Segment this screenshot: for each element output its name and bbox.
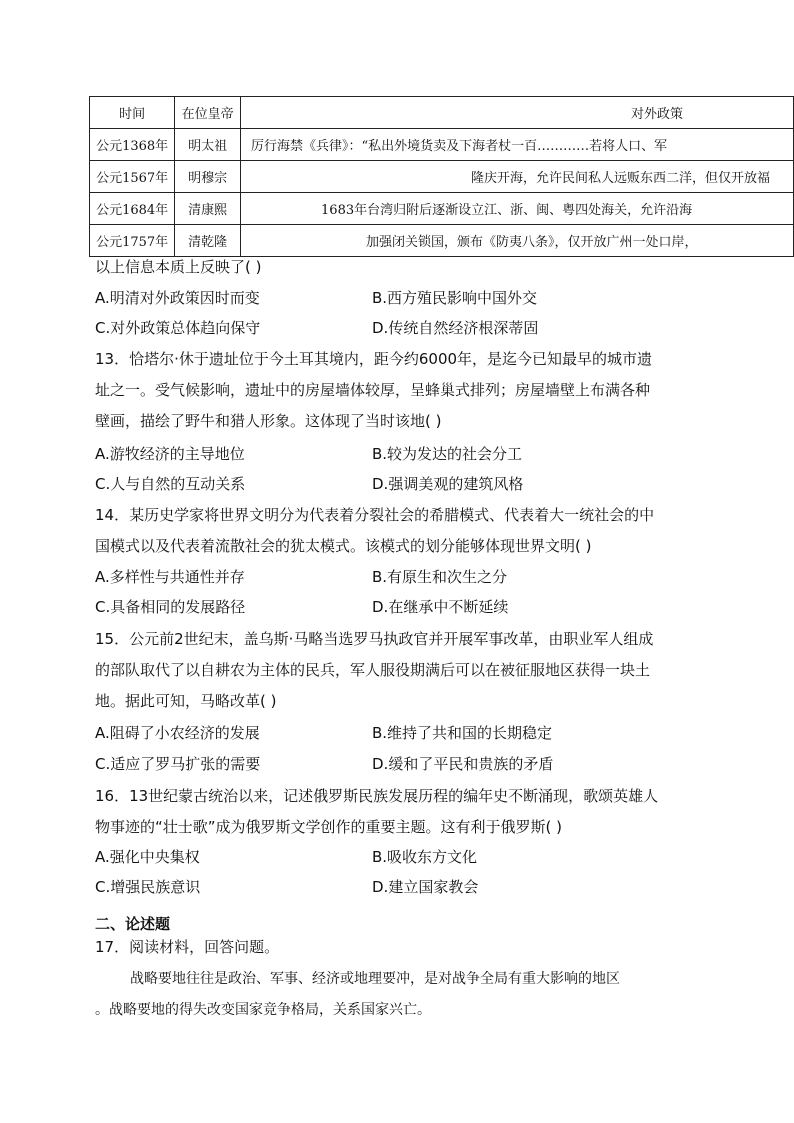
table-row [90,225,794,257]
cell-time: 公元1368年 [90,129,175,161]
q14-option-c: C.具备相同的发展路径 [95,598,246,616]
table-row [90,193,794,225]
q13-stem-line1: 13．恰塔尔·休于遗址位于今土耳其境内，距今约6000年，是迄今已知最早的城市遗 [95,350,653,368]
q12-option-d: D.传统自然经济根深蒂固 [372,319,539,337]
q13-option-b: B.较为发达的社会分工 [372,445,523,463]
cell-policy: 加强闭关锁国，颁布《防夷八条》，仅开放广州一处口岸， [241,225,794,257]
table-row [90,129,794,161]
header-policy: 对外政策 [241,97,794,129]
q15-option-c: C.适应了罗马扩张的需要 [95,755,261,773]
q16-option-c: C.增强民族意识 [95,878,201,896]
q15-stem-line2: 的部队取代了以自耕农为主体的民兵，军人服役期满后可以在被征服地区获得一块土 [95,661,651,679]
q14-option-d: D.在继承中不断延续 [372,598,509,616]
q16-option-a: A.强化中央集权 [95,848,200,866]
q12-option-c: C.对外政策总体趋向保守 [95,319,261,337]
cell-time: 公元1567年 [90,161,175,193]
q15-option-a: A.阻碍了小农经济的发展 [95,724,260,742]
foreign-policy-table [89,96,794,257]
q15-option-b: B.维持了共和国的长期稳定 [372,724,553,742]
q15-option-d: D.缓和了平民和贵族的矛盾 [372,755,554,773]
cell-policy: 隆庆开海，允许民间私人远贩东西二洋，但仅开放福 [241,161,794,193]
q17-material-line1: 战略要地往往是政治、军事、经济或地理要冲，是对战争全局有重大影响的地区 [130,971,620,987]
q16-option-b: B.吸收东方文化 [372,848,478,866]
cell-time: 公元1757年 [90,225,175,257]
cell-emperor: 清康熙 [175,193,241,225]
q12-option-b: B.西方殖民影响中国外交 [372,289,538,307]
q12-stem: 以上信息本质上反映了( ) [95,258,262,276]
q13-stem-line3: 壁画，描绘了野牛和猎人形象。这体现了当时该地( ) [95,412,442,430]
q13-option-d: D.强调美观的建筑风格 [372,475,524,493]
header-emperor: 在位皇帝 [175,97,241,129]
q17-material-line2: 。战略要地的得失改变国家竞争格局，关系国家兴亡。 [95,1002,431,1018]
cell-time: 公元1684年 [90,193,175,225]
cell-emperor: 明太祖 [175,129,241,161]
q16-stem-line1: 16．13世纪蒙古统治以来，记述俄罗斯民族发展历程的编年史不断涌现，歌颂英雄人 [95,787,659,805]
q14-stem-line1: 14．某历史学家将世界文明分为代表着分裂社会的希腊模式、代表着大一统社会的中 [95,506,655,524]
cell-emperor: 明穆宗 [175,161,241,193]
q13-option-c: C.人与自然的互动关系 [95,475,246,493]
q13-option-a: A.游牧经济的主导地位 [95,445,245,463]
cell-policy: 厉行海禁《兵律》：“私出外境货卖及下海者杖一百…………若将人口、军 [241,129,794,161]
q16-stem-line2: 物事迹的“壮士歌”成为俄罗斯文学创作的重要主题。这有利于俄罗斯( ) [95,818,563,836]
section-heading: 二、论述题 [95,915,171,933]
table-row [90,161,794,193]
q13-stem-line2: 址之一。受气候影响，遗址中的房屋墙体较厚，呈蜂巢式排列；房屋墙壁上布满各种 [95,381,651,399]
q16-option-d: D.建立国家教会 [372,878,479,896]
q14-option-b: B.有原生和次生之分 [372,568,508,586]
q12-option-a: A.明清对外政策因时而变 [95,289,260,307]
cell-policy: 1683年台湾归附后逐渐设立江、浙、闽、粤四处海关，允许沿海 [241,193,794,225]
q14-stem-line2: 国模式以及代表着流散社会的犹太模式。该模式的划分能够体现世界文明( ) [95,537,592,555]
q14-option-a: A.多样性与共通性并存 [95,568,245,586]
q15-stem-line1: 15．公元前2世纪末，盖乌斯·马略当选罗马执政官并开展军事改革，由职业军人组成 [95,630,654,648]
header-time: 时间 [90,97,175,129]
cell-emperor: 清乾隆 [175,225,241,257]
q17-stem: 17．阅读材料，回答问题。 [95,938,280,956]
q15-stem-line3: 地。据此可知，马略改革( ) [95,692,277,710]
table-header-row [90,97,794,129]
